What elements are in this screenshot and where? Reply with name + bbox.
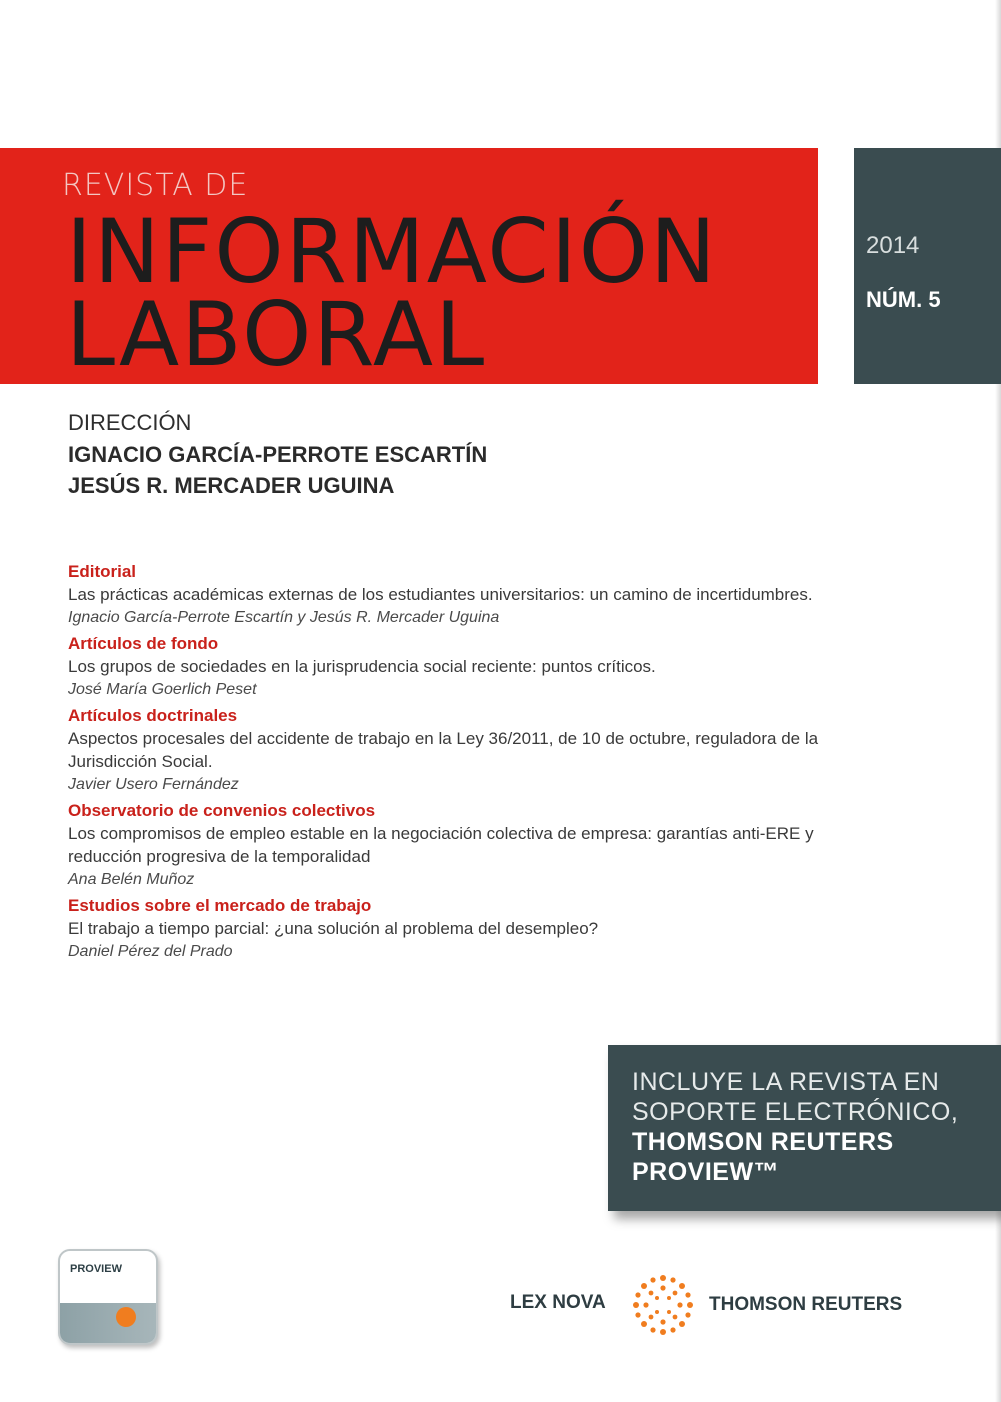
proview-app-label: PROVIEW (70, 1263, 122, 1275)
article-author: Ignacio García-Perrote Escartín y Jesús R. Mercader Uguina (68, 609, 500, 626)
section-heading: Estudios sobre el mercado de trabajo (68, 896, 372, 915)
issue-year: 2014 (866, 232, 920, 259)
masthead-kicker: REVISTA DE (62, 168, 249, 203)
promo-line: SOPORTE ELECTRÓNICO, (632, 1098, 959, 1126)
publisher-lex-nova: LEX NOVA (510, 1292, 606, 1313)
promo-brand-line: THOMSON REUTERS (632, 1128, 894, 1156)
promo-line: INCLUYE LA REVISTA EN (632, 1068, 940, 1096)
thomson-reuters-logo-icon (630, 1272, 696, 1338)
director-name: IGNACIO GARCÍA-PERROTE ESCARTÍN (68, 442, 488, 467)
article-title: Los compromisos de empleo estable en la negociación colectiva de empresa: garantías anti-ERE y reducción progresiva de la temporalidad (68, 824, 814, 866)
article-author: Daniel Pérez del Prado (68, 943, 233, 960)
article-title: El trabajo a tiempo parcial: ¿una solución al problema del desempleo? (68, 919, 599, 938)
toc-section (68, 705, 848, 796)
publisher-thomson-reuters: THOMSON REUTERS (709, 1294, 903, 1315)
toc-section (68, 561, 848, 629)
article-title: Los grupos de sociedades en la jurisprudencia social reciente: puntos críticos. (68, 657, 656, 676)
issue-number: NÚM. 5 (866, 287, 941, 312)
toc-section (68, 633, 848, 701)
masthead (0, 148, 818, 384)
direction-label: DIRECCIÓN (68, 410, 192, 435)
article-author: Ana Belén Muñoz (68, 871, 195, 888)
toc-section (68, 895, 848, 963)
article-title: Las prácticas académicas externas de los estudiantes universitarios: un camino de incertidumbres. (68, 585, 813, 604)
direction-block (68, 410, 487, 504)
article-author: Javier Usero Fernández (68, 776, 239, 793)
section-heading: Artículos de fondo (68, 634, 219, 653)
section-heading: Observatorio de convenios colectivos (68, 801, 376, 820)
section-heading: Artículos doctrinales (68, 706, 238, 725)
promo-brand-line: PROVIEW™ (632, 1158, 780, 1186)
proview-app-icon (58, 1249, 158, 1345)
issue-panel (854, 148, 1001, 384)
article-author: José María Goerlich Peset (68, 681, 257, 698)
masthead-title-line-1: INFORMACIÓN (66, 200, 718, 303)
proview-promo-panel (608, 1045, 1001, 1211)
proview-app-dot-icon (116, 1307, 136, 1327)
director-name: JESÚS R. MERCADER UGUINA (68, 473, 395, 498)
article-title: Aspectos procesales del accidente de trabajo en la Ley 36/2011, de 10 de octubre, reguladora de la Jurisdicción Social. (68, 729, 819, 771)
table-of-contents (68, 561, 848, 967)
promo-text (632, 1067, 992, 1187)
section-heading: Editorial (68, 562, 137, 581)
masthead-title-line-2: LABORAL (66, 283, 487, 386)
proview-app-band (60, 1303, 156, 1343)
toc-section (68, 800, 848, 891)
